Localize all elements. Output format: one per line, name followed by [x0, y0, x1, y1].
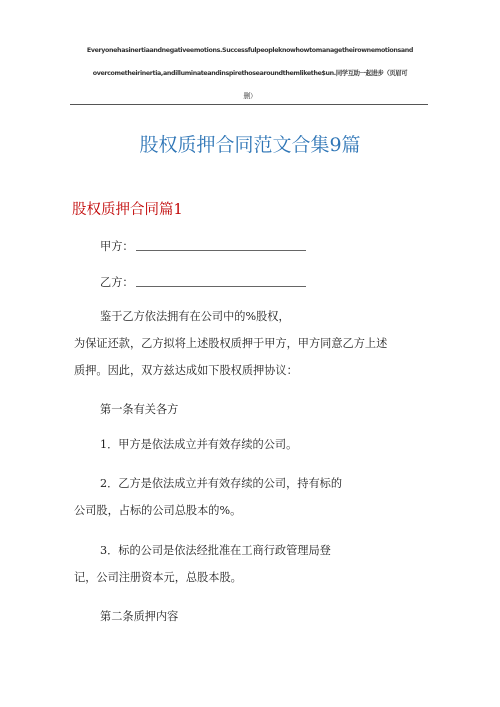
header-line-1: Everyonehasinertiaandnegativeemotions.Successfulpeopleknowhowtomanagetheirownemotionsand — [86, 47, 414, 54]
paragraph: 鉴于乙方依法拥有在公司中的%股权， — [100, 310, 290, 323]
header-divider — [70, 104, 428, 105]
paragraph: 记，公司注册资本元，总股本股。 — [74, 571, 242, 584]
section-title: 股权质押合同篇1 — [72, 202, 183, 218]
paragraph: 质押。因此，双方兹达成如下股权质押协议： — [74, 364, 298, 377]
article-heading: 第一条有关各方 — [100, 403, 179, 416]
party-b-label: 乙方： — [100, 276, 134, 289]
article-heading: 第二条质押内容 — [100, 610, 179, 623]
paragraph: 为保证还款，乙方拟将上述股权质押于甲方，甲方同意乙方上述 — [74, 337, 388, 350]
paragraph: 1．甲方是依法成立并有效存续的公司。 — [100, 438, 298, 451]
paragraph: 3．标的公司是依法经批准在工商行政管理局登 — [100, 544, 331, 557]
party-a-blank-line — [136, 250, 306, 251]
document-title: 股权质押合同范文合集9篇 — [139, 134, 361, 156]
paragraph: 公司股，占标的公司总股本的%。 — [74, 504, 242, 517]
header-line-2: overcometheirinertia,andilluminateandinspirethosearoundthemlikethe$un.同学互助一起进步（页眉可 — [92, 70, 408, 77]
page-header — [70, 46, 430, 101]
paragraph: 2．乙方是依法成立并有效存续的公司，持有标的 — [100, 477, 343, 490]
header-line-3: 删） — [243, 92, 257, 100]
party-a-label: 甲方： — [100, 240, 134, 253]
party-b-blank-line — [136, 286, 306, 287]
